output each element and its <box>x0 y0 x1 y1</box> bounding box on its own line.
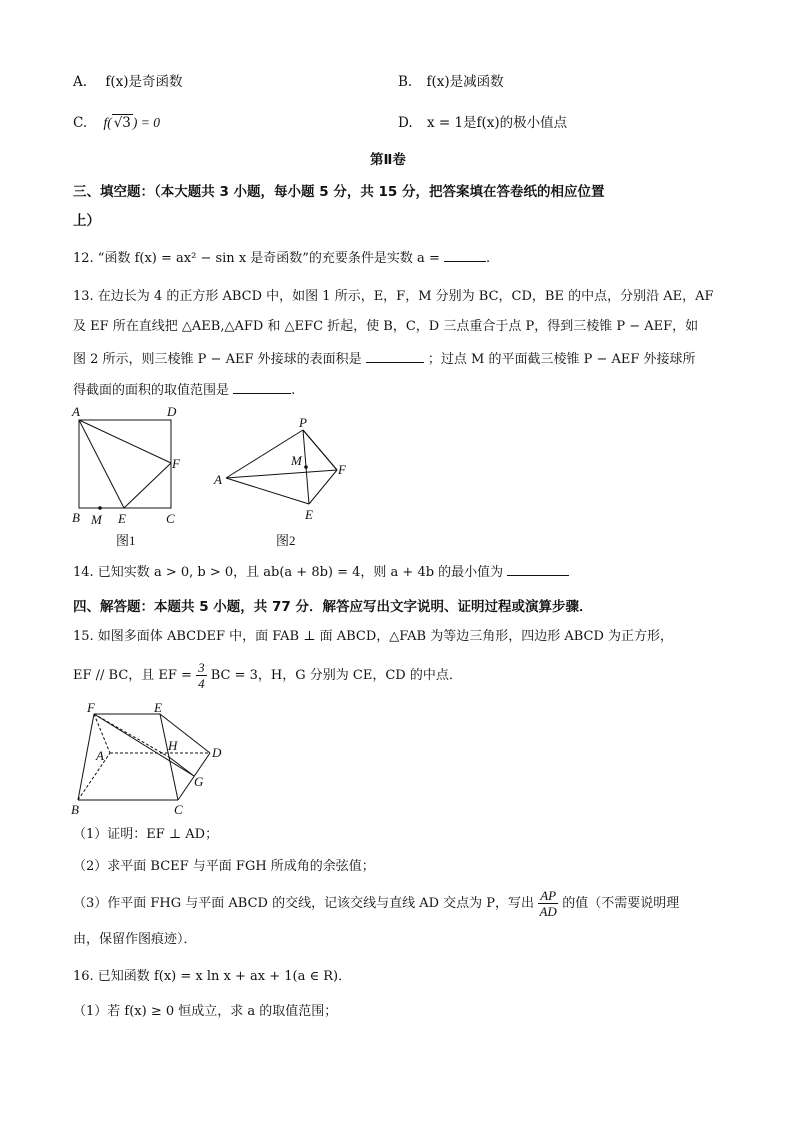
label-E2: E <box>305 507 313 522</box>
label-A2: A <box>214 472 222 487</box>
q14-answer-blank[interactable] <box>507 561 569 576</box>
label-A3: A <box>96 748 104 763</box>
label-M2: M <box>291 453 302 468</box>
q13-answer-blank-1[interactable] <box>366 348 424 363</box>
edge-pm <box>303 430 337 470</box>
q15-sub1: （1）证明：EF ⊥ AD； <box>73 827 219 842</box>
label-D1: D <box>167 404 177 419</box>
q13-figures <box>60 400 360 552</box>
label-F3: F <box>87 700 95 715</box>
square-abcd <box>79 420 171 508</box>
section3-header-line2: 上） <box>73 213 100 229</box>
label-C3: C <box>174 802 183 817</box>
label-E3: E <box>154 700 162 715</box>
caption-fig1: 图1 <box>116 533 136 548</box>
q14: 14. 已知实数 a > 0, b > 0，且 ab(a + 8b) = 4，则 a + 4b 的最小值为 <box>73 561 569 583</box>
label-D3: D <box>212 745 222 760</box>
label-E1: E <box>118 511 126 526</box>
q12: 12. “函数 f(x) = ax² − sin x 是奇函数”的充要条件是实数 a = . <box>73 247 490 269</box>
sqrt-3: √3 <box>113 115 131 131</box>
q15-sub2: （2）求平面 BCEF 与平面 FGH 所成角的余弦值； <box>73 859 375 874</box>
label-C1: C <box>166 511 175 526</box>
option-d: D. x = 1是f(x)的极小值点 <box>398 115 568 131</box>
option-b: B. f(x)是减函数 <box>398 74 504 90</box>
q13-answer-blank-2[interactable] <box>233 379 291 394</box>
label-M1: M <box>91 512 102 527</box>
q15-line2: EF // BC，且 EF = $\frac{3}{4}$ BC = 3，H，G 分别为 CE，CD 的中点． <box>73 660 462 691</box>
figure-2 <box>213 415 347 548</box>
q15-figure <box>68 700 228 818</box>
segment-ae <box>79 420 124 508</box>
section3-header-line1: 三、填空题：（本大题共 3 小题，每小题 5 分，共 15 分，把答案填在答卷纸的相应位置 <box>73 184 605 200</box>
q15-sub3-cont: 由，保留作图痕迹）． <box>73 932 197 947</box>
q12-answer-blank[interactable] <box>444 247 486 262</box>
q16-sub1: （1）若 f(x) ≥ 0 恒成立，求 a 的取值范围； <box>73 1004 338 1019</box>
fraction-3-4: $\frac{3}{4}$ <box>198 660 205 691</box>
label-G3: G <box>194 774 204 789</box>
segment-fg <box>94 714 194 776</box>
label-P2: P <box>299 415 307 430</box>
edge-af <box>226 470 337 478</box>
segment-ef <box>124 463 171 508</box>
label-B1: B <box>72 510 80 525</box>
part-title: 第Ⅱ卷 <box>370 152 406 168</box>
option-a: A. f(x)是奇函数 <box>73 74 183 90</box>
label-H3: H <box>168 738 178 753</box>
option-c: C. f( √3 ) = 0 <box>73 115 160 131</box>
point-m2 <box>304 465 308 469</box>
q13-line1: 13. 在边长为 4 的正方形 ABCD 中，如图 1 所示，E，F，M 分别为 BC，CD，BE 的中点，分别沿 AE，AF <box>73 289 714 304</box>
label-A1: A <box>72 404 80 419</box>
q15-sub3: （3）作平面 FHG 与平面 ABCD 的交线，记该交线与直线 AD 交点为 P，写出 $\frac{AP}{AD}$ 的值（不需要说明理 <box>73 888 680 919</box>
q13-line4: 得截面的面积的取值范围是 . <box>73 379 295 401</box>
figure-1 <box>71 404 181 548</box>
q15-line1: 15. 如图多面体 ABCDEF 中，面 FAB ⊥ 面 ABCD，△FAB 为等边三角形，四边形 ABCD 为正方形， <box>73 629 674 644</box>
label-F1: F <box>172 456 180 471</box>
segment-af <box>79 420 171 463</box>
caption-fig2: 图2 <box>276 533 296 548</box>
edge-ae <box>226 478 309 504</box>
edge-bf <box>78 714 94 800</box>
point-m <box>98 506 102 510</box>
label-F2: F <box>338 462 346 477</box>
q13-line3: 图 2 所示，则三棱锥 P − AEF 外接球的表面积是 ；过点 M 的平面截三棱锥 P − AEF 外接球所 <box>73 348 696 370</box>
edge-ef <box>309 470 337 504</box>
q13-line2: 及 EF 所在直线把 △AEB,△AFD 和 △EFC 折起，使 B，C，D 三点重合于点 P，得到三棱锥 P − AEF，如 <box>73 319 699 334</box>
q16-line1: 16. 已知函数 f(x) = x ln x + ax + 1(a ∈ R)． <box>73 969 352 984</box>
section4-header: 四、解答题：本题共 5 小题，共 77 分．解答应写出文字说明、证明过程或演算步骤． <box>73 599 593 615</box>
label-B3: B <box>71 802 79 817</box>
segment-fh-hidden <box>94 714 169 757</box>
fraction-ap-ad: $\frac{AP}{AD}$ <box>539 888 557 919</box>
